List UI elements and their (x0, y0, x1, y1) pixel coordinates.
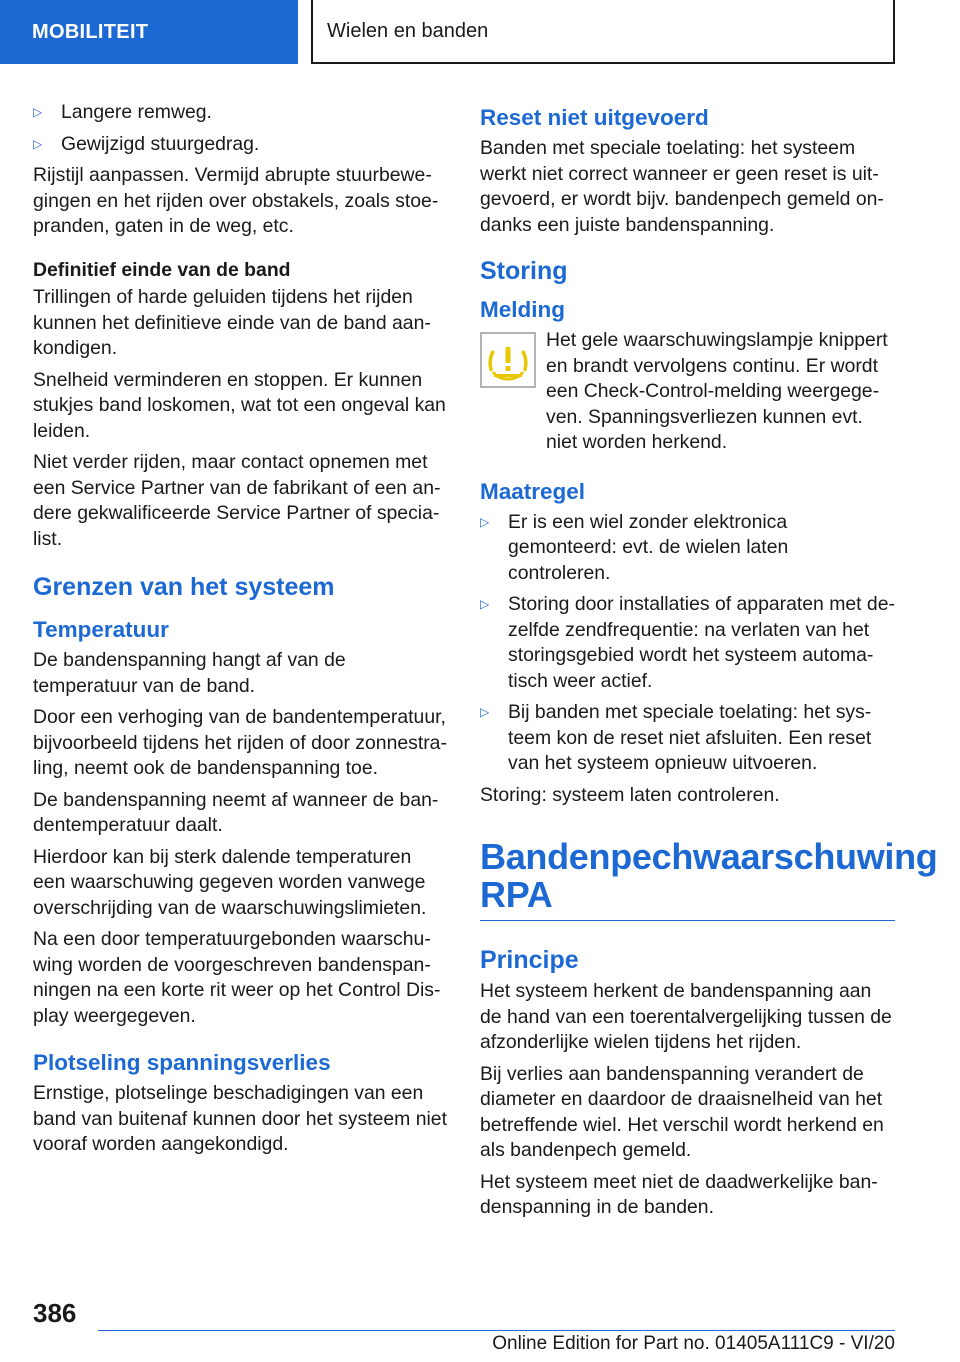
section-heading: Storing (480, 257, 568, 285)
paragraph: Ernstige, plotselinge beschadigingen van een band van buitenaf kunnen door het systeem niet vooraf worden aangekondigd. (33, 1082, 447, 1155)
triangle-right-icon: ▷ (480, 514, 490, 529)
footer-edition: Online Edition for Part no. 01405A111C9 - VI/20 (492, 1333, 895, 1354)
tire-pressure-warning-icon (480, 332, 536, 388)
list-item: ▷ Gewijzigd stuurgedrag. (33, 132, 448, 158)
list-item: ▷ Bij banden met speciale toelating: het systeem kon de reset niet afsluiten. Een reset van het systeem opnieuw uitvoeren. (480, 700, 895, 777)
chapter-title: Wielen en banden (327, 19, 489, 42)
warning-text: Het gele waarschuwingslampje knippert en brandt vervolgens continu. Er wordt een Check-Control-melding weergegeven. Spanningsverliezen kunnen evt. niet worden herkend. (546, 329, 888, 453)
paragraph: Niet verder rijden, maar contact opnemen met een Service Partner van de fabrikant of een andere gekwalificeerde Service Partner of specialist. (33, 451, 441, 550)
section-title: MOBILITEIT (32, 20, 149, 43)
paragraph: De bandenspanning neemt af wanneer de bandentemperatuur daalt. (33, 788, 439, 836)
paragraph: Rijstijl aanpassen. Vermijd abrupte stuurbewegingen en het rijden over obstakels, zoals stoepranden, gaten in de weg, etc. (33, 164, 439, 237)
list-item: ▷ Storing door installaties of apparaten met dezelfde zendfrequentie: na verlaten van het storingsgebied wordt het systeem automatisch weer actief. (480, 592, 895, 694)
triangle-right-icon: ▷ (480, 705, 490, 719)
footer-divider (98, 1330, 895, 1331)
warning-block (480, 328, 895, 456)
list-item: ▷ Er is een wiel zonder elektronica gemonteerd: evt. de wielen laten controleren. (480, 510, 895, 587)
triangle-right-icon: ▷ (33, 105, 43, 119)
section-heading: Grenzen van het systeem (33, 573, 335, 601)
paragraph: Bij verlies aan bandenspanning verandert de diameter en daardoor de draaisnelheid van het betreffende wiel. Het verschil wordt herkend en als bandenpech gemeld. (480, 1062, 884, 1161)
section-tab (0, 0, 298, 64)
paragraph: Hierdoor kan bij sterk dalende temperaturen een waarschuwing gegeven worden vanwege overschrijding van de waarschuwingslimieten. (33, 845, 427, 919)
paragraph: Na een door temperatuurgebonden waarschuwing worden de voorgeschreven bandenspanningen na een korte rit weer op het Control Display weergegeven. (33, 928, 441, 1027)
subsection-heading: Plotseling spanningsverlies (33, 1050, 331, 1075)
page-number: 386 (33, 1298, 77, 1328)
paragraph: Storing: systeem laten controleren. (480, 783, 780, 806)
triangle-right-icon: ▷ (33, 136, 43, 151)
section-heading: Principe (480, 946, 579, 974)
paragraph: Het systeem herkent de bandenspanning aan de hand van een toerentalvergelijking tussen de afzonderlijke wielen tijdens het rijden. (480, 980, 892, 1053)
chapter-heading: Bandenpechwaarschuwing RPA (480, 838, 895, 921)
subsection-heading: Reset niet uitgevoerd (480, 105, 709, 130)
list-item: ▷ Langere remweg. (33, 100, 448, 126)
paragraph: Het systeem meet niet de daadwerkelijke bandenspanning in de banden. (480, 1170, 878, 1218)
right-column (480, 100, 938, 1227)
paragraph: Door een verhoging van de bandentemperatuur, bijvoorbeeld tijdens het rijden of door zonnestraling, neemt ook de bandenspanning toe. (33, 706, 447, 779)
chapter-header (311, 0, 895, 64)
subsection-heading: Melding (480, 297, 565, 322)
paragraph: Trillingen of harde geluiden tijdens het rijden kunnen het definitieve einde van de band aankondigen. (33, 286, 431, 359)
subsection-heading: Temperatuur (33, 617, 169, 642)
paragraph: Snelheid verminderen en stoppen. Er kunnen stukjes band loskomen, wat tot een ongeval kan leiden. (33, 368, 446, 442)
left-column (33, 100, 448, 1164)
paragraph: Banden met speciale toelating: het systeem werkt niet correct wanneer er geen reset is uitgevoerd, er wordt bijv. bandenpech gemeld ondanks een juiste bandenspanning. (480, 137, 884, 236)
triangle-right-icon: ▷ (480, 597, 490, 611)
paragraph: De bandenspanning hangt af van de temperatuur van de band. (33, 649, 346, 697)
subsection-heading: Maatregel (480, 478, 586, 504)
subheading: Definitief einde van de band (33, 258, 291, 281)
